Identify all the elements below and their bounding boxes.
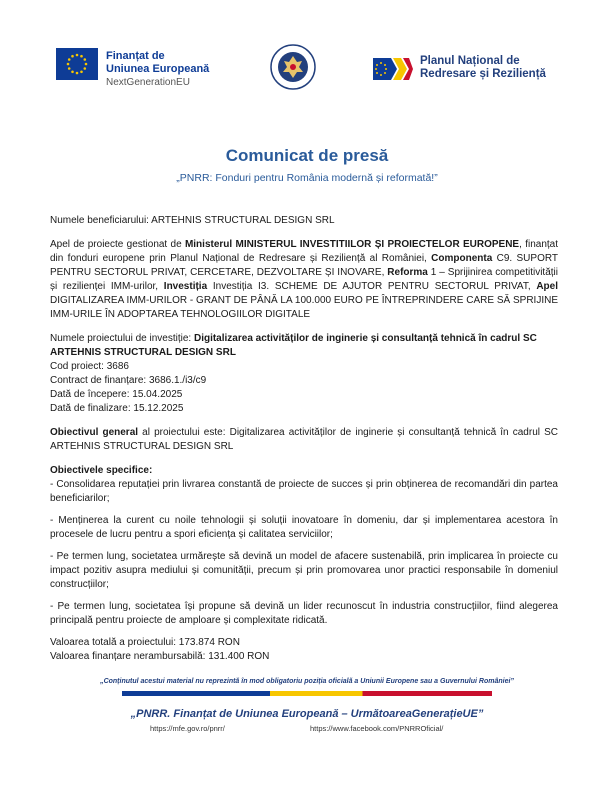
project-details — [50, 332, 558, 416]
total-value: Valoarea totală a proiectului: 173.874 RON — [50, 637, 240, 648]
eu-line2: Uniunea Europeană — [106, 63, 210, 75]
mfe-pnrr-link[interactable]: https://mfe.gov.ro/pnrr/ — [150, 724, 225, 733]
project-name-label: Numele proiectului de investiție: — [50, 333, 194, 344]
project-values — [50, 636, 558, 664]
project-code: Cod proiect: 3686 — [50, 361, 129, 372]
page-title: Comunicat de presă — [225, 146, 389, 165]
call-reform-label: Reforma — [387, 267, 428, 278]
beneficiary-label: Numele beneficiarului: — [50, 215, 152, 226]
pnrr-line2: Redresare și Reziliență — [420, 68, 546, 80]
call-paragraph — [50, 238, 558, 322]
beneficiary-value: ARTEHNIS STRUCTURAL DESIGN SRL — [151, 215, 335, 226]
general-objective-label: Obiectivul general — [50, 427, 139, 438]
call-apel-label: Apel — [536, 281, 558, 292]
call-text-1: Apel de proiecte gestionat de — [50, 239, 185, 250]
eu-line1: Finanțat de — [106, 50, 165, 62]
eu-funding-label — [106, 50, 209, 89]
pnrr-label — [420, 55, 546, 81]
general-objective-text: al proiectului este: Digitalizarea activităților de inginerie și consultanță tehnică în cadrul SC ARTEHNIS STRUCTURAL DESIGN SRL — [50, 427, 558, 452]
call-text-4: 1 – Sprijinirea competitivității și rezilienței IMM-urilor, — [50, 267, 558, 292]
call-investment-label: Investiția — [163, 281, 208, 292]
pnrr-flag-icon — [373, 58, 413, 80]
call-text-2: , finanțat din fonduri europene prin Planul Național de Redresare și Reziliență al României, — [50, 239, 558, 264]
specific-objective-item: - Menținerea la curent cu noile tehnologii și soluții inovatoare în domeniu, dar și implementarea acestora în procesele de lucru pentru a spori eficiența și calitatea serviciilor; — [50, 515, 558, 540]
press-release-body — [50, 214, 558, 664]
general-objective — [50, 426, 558, 454]
project-end-date: Dată de finalizare: 15.12.2025 — [50, 403, 184, 414]
project-name-value: Digitalizarea activităților de inginerie și consultanță tehnică în cadrul SC ARTEHNIS STRUCTURAL DESIGN SRL — [50, 333, 537, 358]
call-text-6: DIGITALIZAREA IMM-URILOR - GRANT DE PÂNĂ LA 100.000 EURO PE ÎNTREPRINDERE CARE SĂ SPRIJINE IMM-URILE ÎN ADOPTAREA TEHNOLOGIILOR DIGITALE — [50, 295, 558, 320]
call-ministry: Ministerul MINISTERUL INVESTITIILOR ȘI PROIECTELOR EUROPENE — [184, 239, 520, 250]
disclaimer: „Conținutul acestui material nu reprezintă în mod obligatoriu poziția oficială a Uniunii Europene sau a Guvernului României” — [100, 678, 514, 685]
call-component-label: Componenta — [431, 253, 493, 264]
project-name — [50, 332, 558, 360]
facebook-pnrr-link[interactable]: https://www.facebook.com/PNRROficial/ — [310, 724, 444, 733]
beneficiary-line — [50, 214, 558, 228]
eu-flag-icon — [56, 48, 98, 80]
project-start-date: Dată de începere: 15.04.2025 — [50, 389, 183, 400]
footer-color-bar — [122, 691, 492, 696]
government-seal-icon — [270, 44, 316, 90]
page-subtitle: „PNRR: Fonduri pentru România modernă și reformată!” — [176, 172, 438, 184]
eu-line3: NextGenerationEU — [106, 77, 190, 88]
project-contract: Contract de finanțare: 3686.1./i3/c9 — [50, 375, 207, 386]
specific-objective-item: - Pe termen lung, societatea își propune să devină un lider recunoscut în industria construcțiilor, fiind alegerea principală pentru proiecte de amploare și complexitate ridicată. — [50, 601, 558, 626]
specific-objective-item: - Pe termen lung, societatea urmărește să devină un model de afacere sustenabilă, prin implicarea în proiecte cu impact pozitiv asupra mediului și comunității, precum și prin promovarea unor practici responsabile în domeniul construcțiilor; — [50, 551, 558, 590]
call-text-5: Investiția I3. SCHEME DE AJUTOR PENTRU SECTORUL PRIVAT, — [207, 281, 537, 292]
footer-title: „PNRR. Finanțat de Uniunea Europeană – UrmătoareaGenerațieUE” — [130, 708, 484, 720]
pnrr-line1: Planul Național de — [420, 55, 520, 67]
grant-value: Valoarea finanțare nerambursabilă: 131.400 RON — [50, 651, 270, 662]
call-text-3: C9. SUPORT PENTRU SECTORUL PRIVAT, CERCETARE, DEZVOLTARE ȘI INOVARE, — [50, 253, 558, 278]
header — [0, 0, 614, 120]
specific-objectives-title: Obiectivele specifice: — [50, 465, 153, 476]
specific-objective-item: - Consolidarea reputației prin livrarea constantă de proiecte de succes și prin obținerea de recomandări din partea beneficiarilor; — [50, 479, 558, 504]
